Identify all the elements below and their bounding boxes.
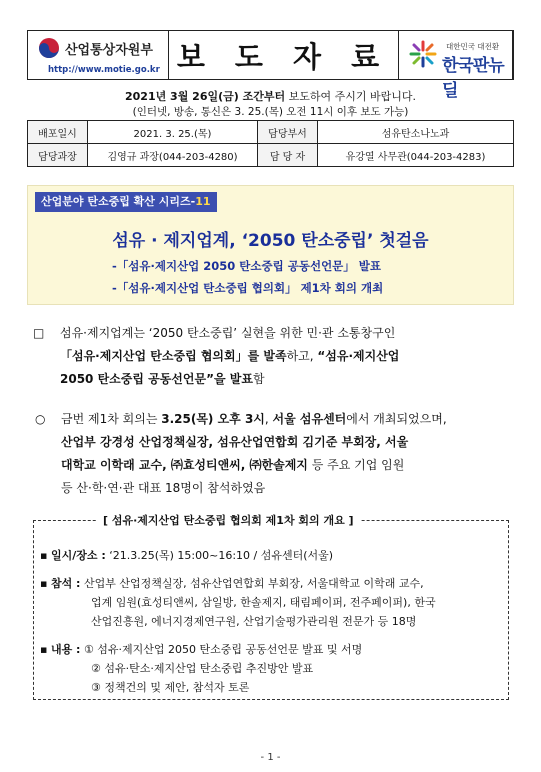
table-row — [28, 144, 514, 167]
contents-line-1: ① 섬유·제지산업 2050 탄소중립 공동선언문 발표 및 서명 — [80, 643, 363, 656]
department-value: 섬유탄소나노과 — [318, 121, 514, 144]
p2-text-f: 등 주요 기업 임원 — [307, 458, 405, 472]
p2-line-1 — [33, 408, 511, 431]
new-deal-burst-icon — [408, 39, 438, 69]
p1-connector: 하고, — [286, 349, 318, 363]
attendees-label: 참석 : — [50, 577, 81, 590]
summary-item-time — [40, 546, 500, 565]
embargo-exception: (인터넷, 방송, 통신은 3. 25.(목) 오전 11시 이후 보도 가능) — [132, 106, 409, 118]
ministry-name: 산업통상자원부 — [65, 43, 153, 58]
summary-title: [ 섬유·제지산업 탄소중립 협의회 제1차 회의 개요 ] — [97, 512, 360, 528]
declaration-end: 2050 탄소중립 공동선언문”을 발표 — [60, 372, 253, 386]
department-label: 담당부서 — [258, 121, 318, 144]
series-number: 11 — [195, 195, 211, 208]
bullet-icon: ▪ — [40, 577, 48, 590]
contents-line-3: ③ 정책건의 및 제안, 참석자 토론 — [91, 681, 250, 694]
release-date-label: 배포일시 — [28, 121, 88, 144]
circle-bullet-icon: ○ — [35, 412, 46, 426]
document-title: 보 도 자 료 — [168, 31, 399, 79]
square-bullet-icon: □ — [33, 326, 45, 340]
series-label: 산업분야 탄소중립 확산 시리즈- — [41, 195, 196, 208]
page-number: - 1 - — [260, 752, 281, 763]
chief-label: 담당과장 — [28, 144, 88, 167]
attendees-line-3: 산업진흥원, 에너지경제연구원, 산업기술평가관리원 전문가 등 18명 — [91, 615, 417, 628]
p1-line-1: 섬유·제지업계는 ‘2050 탄소중립’ 실현을 위한 민·관 소통창구인 — [60, 326, 396, 340]
subheadline-2: -「섬유·제지산업 탄소중립 협의회」 제1차 회의 개최 — [112, 281, 384, 295]
declaration-start: “섬유·제지산업 — [317, 349, 400, 363]
new-deal-tagline: 대한민국 대전환 — [446, 42, 500, 51]
p1-line-2 — [33, 345, 511, 368]
contents-line-2: ② 섬유·탄소·제지산업 탄소중립 추진방안 발표 — [91, 662, 314, 675]
ministry-logo-block — [28, 31, 169, 79]
p2-line-2: 산업부 강경성 산업정책실장, 섬유산업연합회 김기준 부회장, 서울 — [61, 435, 409, 449]
subheadline-1: -「섬유·제지산업 2050 탄소중립 공동선언문」 발표 — [112, 259, 382, 273]
p2-text-c: , — [264, 412, 273, 426]
series-badge — [35, 192, 217, 212]
embargo-notice — [0, 88, 541, 104]
new-deal-name: 한국판뉴딜 — [442, 56, 504, 101]
time-label: 일시/장소 : — [50, 549, 106, 562]
bullet-icon: ▪ — [40, 549, 48, 562]
headline: 섬유 · 제지업계, ‘2050 탄소중립’ 첫걸음 — [112, 231, 429, 251]
meeting-place: 서울 섬유센터 — [272, 412, 347, 426]
summary-item-attendees — [40, 574, 500, 631]
contents-label: 내용 : — [50, 643, 81, 656]
chief-value: 김영규 과장(044-203-4280) — [88, 144, 258, 167]
contact-info-table — [27, 120, 514, 167]
attendees-line-1: 산업부 산업정책실장, 섬유산업연합회 부회장, 서울대학교 이학래 교수, — [80, 577, 424, 590]
p1-ending: 함 — [252, 372, 265, 386]
p2-text-e: 에서 개최되었으며, — [346, 412, 447, 426]
ministry-url[interactable]: http://www.motie.go.kr — [48, 65, 160, 75]
staff-value: 유강열 사무관(044-203-4283) — [318, 144, 514, 167]
body-paragraph-1 — [33, 322, 511, 391]
attendees-line-2: 업계 임원(효성티앤씨, 삼일방, 한솔제지, 태림페이퍼, 전주페이퍼), 한국 — [91, 596, 436, 609]
table-row — [28, 121, 514, 144]
bullet-icon: ▪ — [40, 643, 48, 656]
meeting-time: 3.25(목) 오후 3시 — [161, 412, 265, 426]
time-value: ‘21.3.25(목) 15:00~16:10 / 섬유센터(서울) — [105, 549, 334, 562]
release-date-value: 2021. 3. 25.(목) — [88, 121, 258, 144]
p2-line-3 — [33, 454, 511, 477]
korean-new-deal-logo — [398, 31, 513, 101]
summary-item-contents — [40, 640, 500, 697]
attendees-bold: 대학교 이학래 교수, ㈜효성티앤씨, ㈜한솔제지 — [61, 458, 308, 472]
body-paragraph-2 — [33, 408, 511, 500]
embargo-date: 2021년 3월 26일(금) 조간부터 — [124, 90, 286, 103]
taegeuk-emblem-icon — [38, 37, 60, 59]
staff-label: 담 당 자 — [258, 144, 318, 167]
council-launch: 「섬유·제지산업 탄소중립 협의회」를 발족 — [60, 349, 287, 363]
p2-line-4: 등 산·학·연·관 대표 18명이 참석하였음 — [61, 481, 266, 495]
p2-text-a: 금번 제1차 회의는 — [61, 412, 162, 426]
p1-line-3 — [33, 368, 511, 391]
embargo-request: 보도하여 주시기 바랍니다. — [285, 90, 416, 103]
